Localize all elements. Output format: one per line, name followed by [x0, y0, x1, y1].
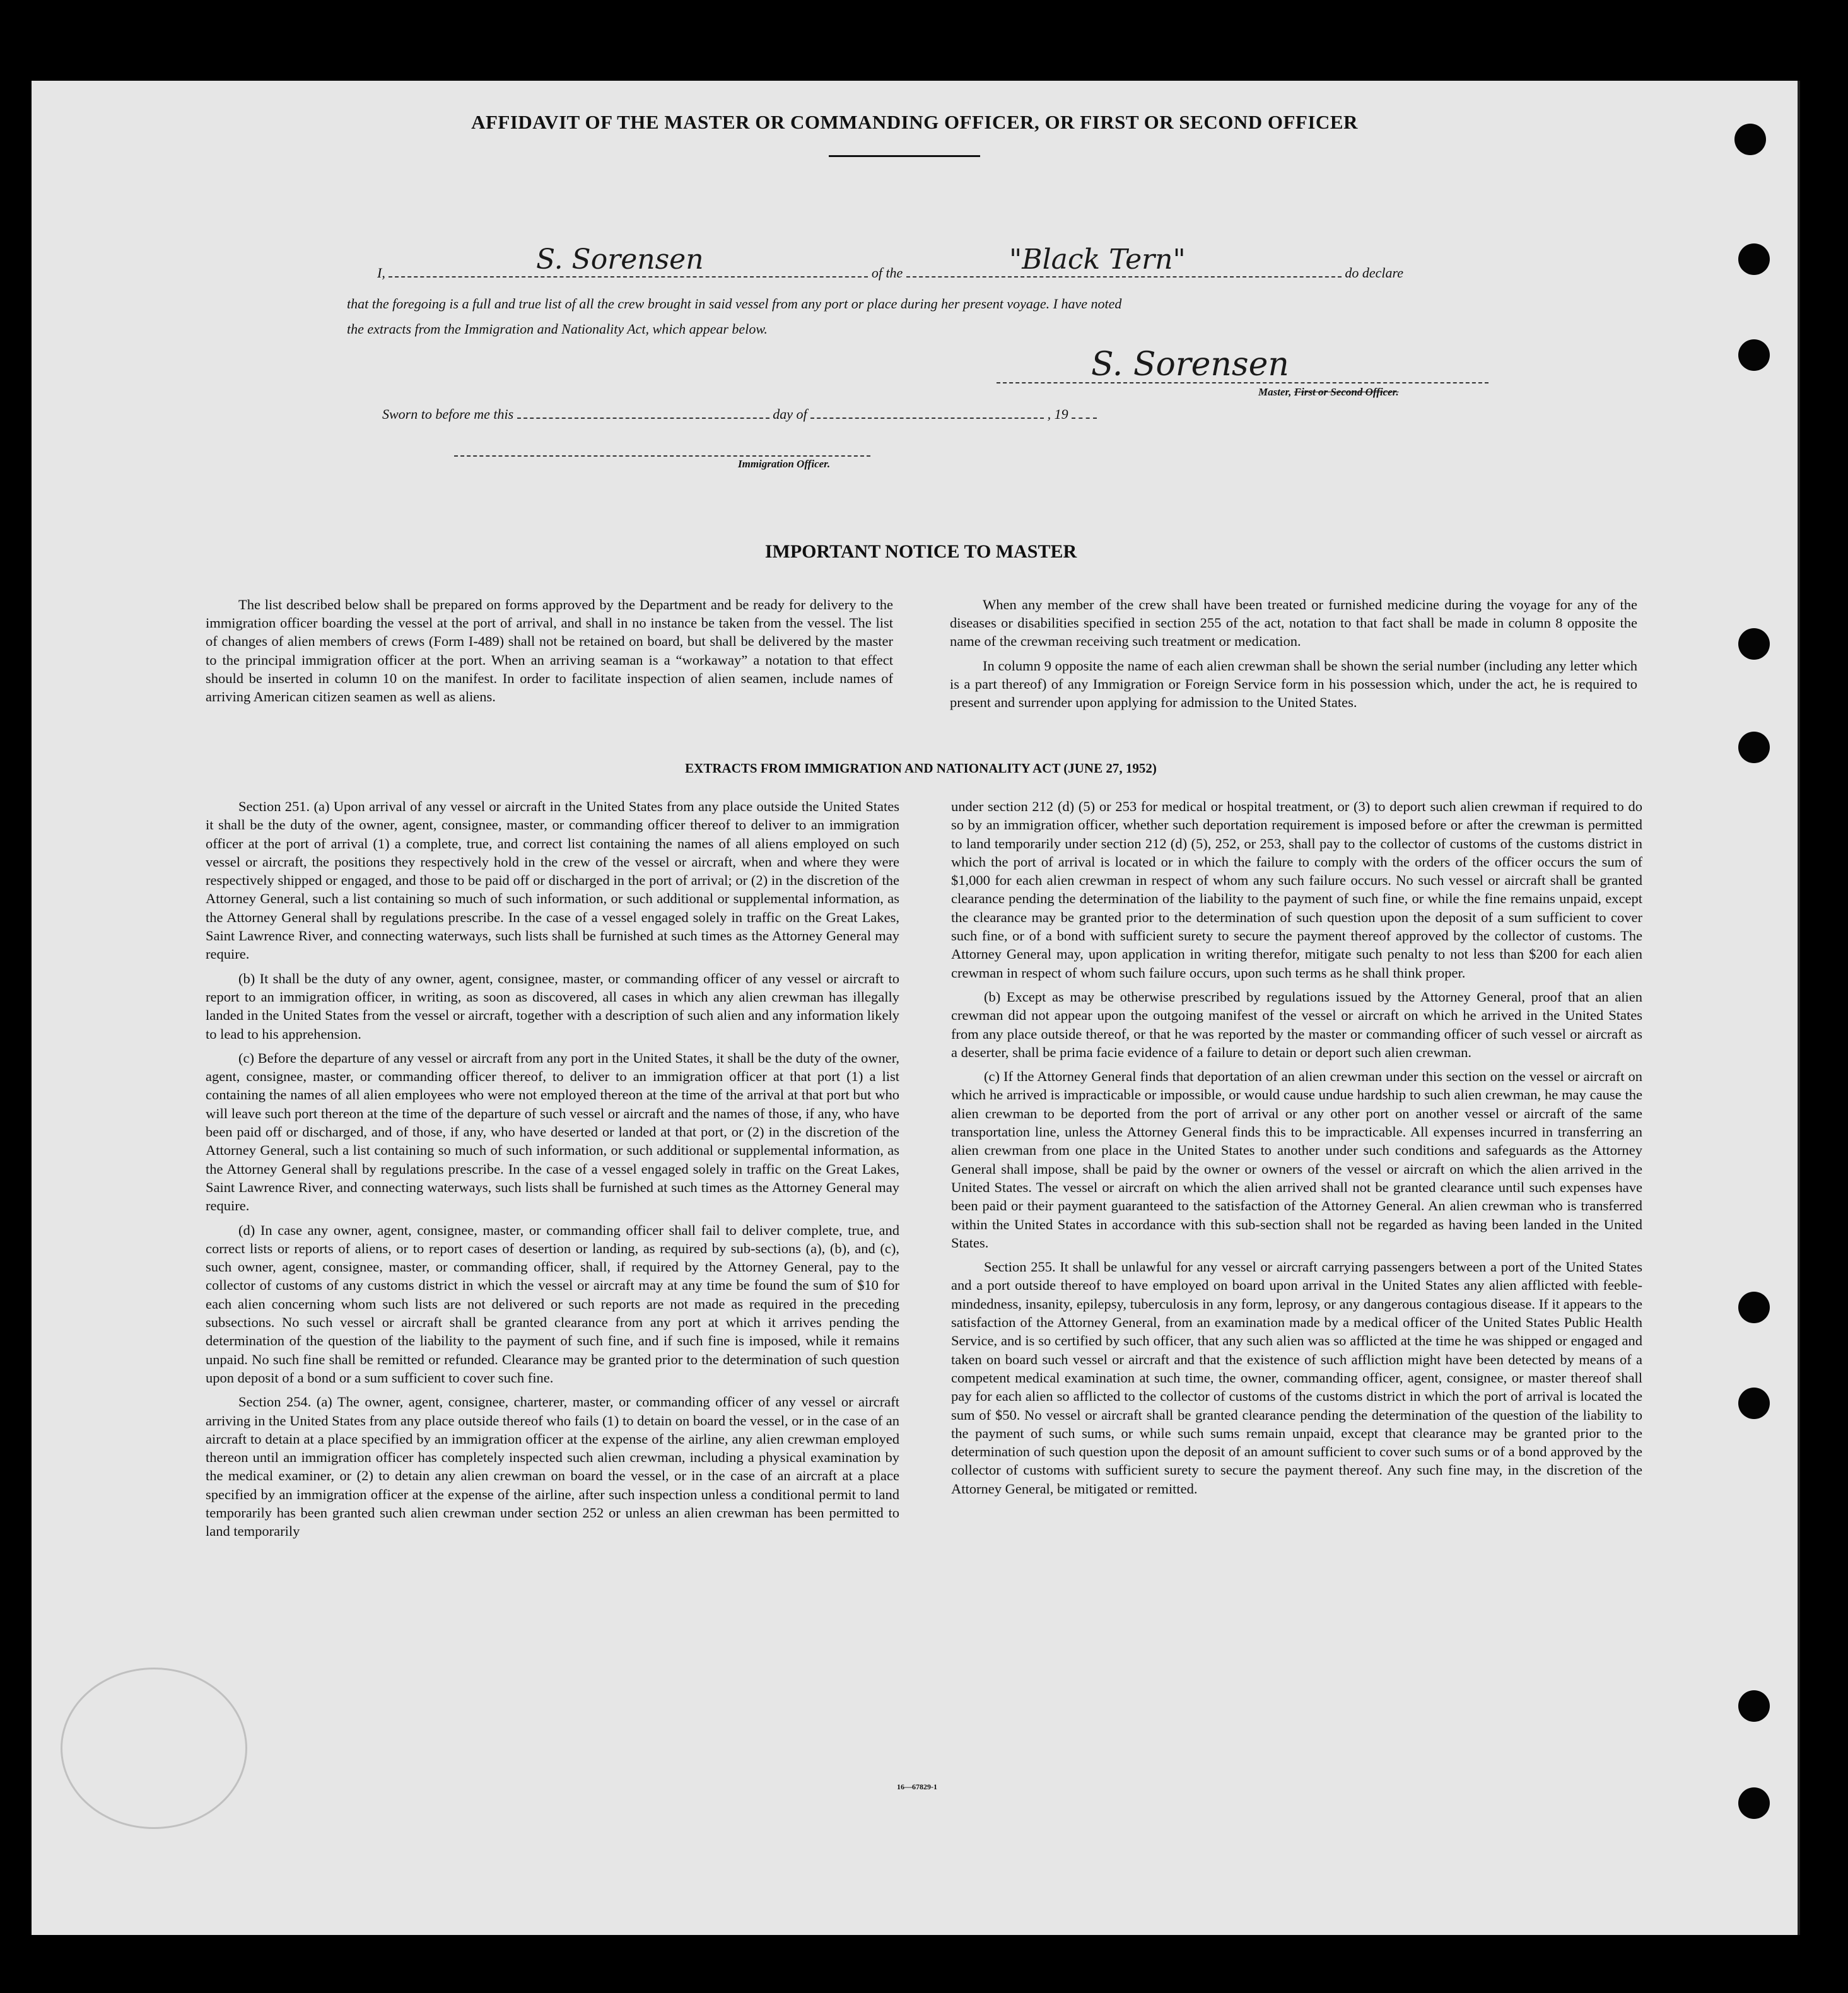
extracts-right-column — [951, 797, 1642, 1504]
declaration-text-line2: the extracts from the Immigration and Nationality Act, which appear below. — [347, 321, 768, 337]
signer-title-master: Master, — [1258, 386, 1292, 398]
binder-hole-6 — [1738, 1292, 1770, 1323]
of-the-label: of the — [871, 265, 903, 281]
extract-left-paragraph-2: (b) It shall be the duty of any owner, agent, consignee, master, or commanding officer of any vessel or aircraft to report to an immigration officer, in writing, as soon as discovered, all cases in which any alien crewman has illegally landed in the United States from the vessel or aircraft, together with a description of such alien and any information likely to lead to his apprehension. — [206, 970, 899, 1042]
extract-right-paragraph-2: (b) Except as may be otherwise prescribed by regulations issued by the Attorney General, proof that an alien crewman did not appear upon the outgoing manifest of the vessel or aircraft on which he arrived in the United States from any place outside thereof, or that he was reported by the master or commanding officer of such vessel or aircraft as a deserter, shall be prima facie evidence of a failure to detain or deport such alien crewman. — [951, 988, 1642, 1060]
binder-hole-2 — [1738, 243, 1770, 275]
extracts-left-column — [206, 797, 899, 1546]
declaration-name-row — [377, 265, 1403, 281]
master-name-handwriting: S. Sorensen — [536, 243, 704, 276]
notice-title: IMPORTANT NOTICE TO MASTER — [764, 541, 1077, 562]
vessel-name-handwriting: "Black Tern" — [1009, 243, 1186, 276]
signer-title-struck: First or Second Officer. — [1294, 386, 1399, 398]
extract-left-paragraph-3: (c) Before the departure of any vessel or aircraft from any port in the United States, it shall be the duty of the owner, agent, consignee, master, or commanding officer thereof, to deliver to an immigration officer at that port (1) a list containing the names of all alien employees who were not employed thereon at the time of the arrival at that port but who will leave such port thereon at the time of the departure of such vessel or aircraft and the names of those, if any, who have been paid off or discharged, and of those, if any, who have deserted or landed at that port, or (2) in the discretion of the Attorney General, such a list containing so much of such information, or such additional or supplemental information, as the Attorney General shall by regulations prescribe. In the case of a vessel engaged solely in traffic on the Great Lakes, Saint Lawrence River, and connecting waterways, such lists shall be furnished at such times as the Attorney General may require. — [206, 1049, 899, 1214]
form-code: 16—67829-1 — [897, 1782, 937, 1791]
binder-hole-4 — [1738, 628, 1770, 660]
i-label: I, — [377, 265, 385, 281]
extract-left-paragraph-1: Section 251. (a) Upon arrival of any vessel or aircraft in the United States from any place outside the United States it shall be the duty of the owner, agent, consignee, master, or commanding officer thereof to deliver to an immigration officer at the port of arrival (1) a complete, true, and correct list containing the names of all aliens employed on such vessel or aircraft, the positions they respectively hold in the crew of the vessel or aircraft, when and where they were respectively shipped or engaged, and those to be paid off or discharged in the port of arrival; or (2) in the discretion of the Attorney General, such a list containing so much of such information, or such additional or supplemental information, as the Attorney General shall by regulations prescribe. In the case of a vessel engaged solely in traffic on the Great Lakes, Saint Lawrence River, and connecting waterways, such lists shall be furnished at such times as the Attorney General may require. — [206, 798, 899, 962]
do-declare-label: do declare — [1345, 265, 1403, 281]
faint-stamp — [61, 1668, 247, 1829]
master-signature: S. Sorensen — [1091, 346, 1289, 383]
notice-left-column — [206, 595, 893, 711]
title-rule — [829, 155, 980, 157]
year-prefix: , 19 — [1047, 406, 1068, 422]
binder-hole-3 — [1738, 339, 1770, 371]
immigration-officer-line — [454, 444, 870, 457]
sworn-year-field — [1072, 406, 1097, 419]
extract-right-paragraph-3: (c) If the Attorney General finds that deportation of an alien crewman under this section on the vessel or aircraft on which he arrived is impracticable or impossible, or would cause undue hardship to such alien crewman, he may cause the alien crewman to be deported from the port of arrival or any other port on another vessel or aircraft of the same transportation line, unless the Attorney General finds this to be impracticable. All expenses incurred in transferring an alien crewman from one place in the United States to another under such conditions and safeguards as the Attorney General shall impose, shall be paid by the owner or owners of the vessel or aircraft on which the alien arrived in the United States. The vessel or aircraft on which the alien arrived shall not be granted clearance until such expenses have been paid or their payment guaranteed to the satisfaction of the Attorney General. An alien crewman who is transferred within the United States in accordance with this sub-section shall not be regarded as having been landed in the United States. — [951, 1068, 1642, 1251]
extract-right-paragraph-1: under section 212 (d) (5) or 253 for medical or hospital treatment, or (3) to deport such alien crewman if required to do so by an immigration officer, whether such deportation requirement is imposed before or after the crewman is permitted to land temporarily under section 212 (d) (5), 252, or 253, shall pay to the collector of customs of the customs district in which the port of arrival is located or in which the failure to comply with the orders of the officer occurs the sum of $1,000 for each alien crewman in respect of whom any such failure occurs. No such vessel or aircraft shall be granted clearance pending the determination of the liability to the payment of such fine, or while the fine remains unpaid, except the clearance may be granted prior to the determination of such question upon the deposit of a sum sufficient to cover such fine, or of a bond with sufficient surety to secure the payment thereof approved by the collector of customs. The Attorney General may, upon application in writing therefor, mitigate such penalty to not less than $200 for each alien crewman in respect of whom such failure occurs, upon such terms as he shall think proper. — [951, 798, 1642, 981]
notice-right-paragraph-2: In column 9 opposite the name of each alien crewman shall be shown the serial number (including any letter which is a part thereof) of any Immigration or Foreign Service form in his possession which, under the act, he is required to present and surrender upon applying for admission to the United States. — [950, 657, 1637, 711]
binder-hole-8 — [1738, 1690, 1770, 1722]
notice-left-paragraph: The list described below shall be prepared on forms approved by the Department and be ready for delivery to the immigration officer boarding the vessel at the port of arrival, and shall in no instance be taken from the vessel. The list of changes of alien members of crews (Form I-489) shall not be retained on board, but shall be delivered by the master to the principal immigration officer at the port. When an arriving seaman is a “workaway” a notation to that effect should be inserted in column 10 on the manifest. In order to facilitate inspection of alien seamen, include names of arriving American citizen seamen as well as aliens. — [206, 597, 893, 705]
notice-right-column — [950, 595, 1637, 717]
binder-hole-5 — [1738, 732, 1770, 763]
notice-right-paragraph-1: When any member of the crew shall have been treated or furnished medicine during the voyage for any of the diseases or disabilities specified in section 255 of the act, notation to that fact shall be made in column 8 opposite the name of the crewman receiving such treatment or medication. — [950, 597, 1637, 650]
declaration-text-line1: that the foregoing is a full and true list of all the crew brought in said vessel from any port or place during her present voyage. I have noted — [347, 296, 1122, 312]
extract-left-paragraph-4: (d) In case any owner, agent, consignee, master, or commanding officer shall fail to deliver complete, true, and correct lists or reports of aliens, or to report cases of desertion or landing, as required by sub-sections (a), (b), and (c), such owner, agent, consignee, master, or commanding officer, shall, if required by the Attorney General, pay to the collector of customs of any customs district in which the vessel or aircraft may at any time be found the sum of $10 for each alien concerning whom such lists are not delivered or such reports are not made as required in the preceding subsections. No such vessel or aircraft shall be granted clearance from any port at which it arrives pending the determination of the question of the liability to the payment of such fine, and if such fine is imposed, while it remains unpaid. No such fine shall be remitted or refunded. Clearance may be granted prior to the determination of such question upon deposit of a bond or a sum sufficient to cover such fine. — [206, 1222, 899, 1386]
binder-hole-1 — [1734, 124, 1766, 155]
sworn-label: Sworn to before me this — [382, 406, 514, 422]
day-of-label: day of — [773, 406, 807, 422]
extract-left-paragraph-5: Section 254. (a) The owner, agent, consignee, charterer, master, or commanding officer of any vessel or aircraft arriving in the United States from any place outside thereof who fails (1) to detain on board the vessel, or in the case of an aircraft to detain at a place specified by an immigration officer at the expense of the airline, any alien crewman employed thereon until an immigration officer has completely inspected such alien crewman, including a physical examination by the medical examiner, or (2) to detain any alien crewman on board the vessel, or in the case of an aircraft at a place specified by an immigration officer at the expense of the airline, after such inspection unless a conditional permit to land temporarily has been granted such alien crewman under section 252 or unless an alien crewman has been permitted to land temporarily — [206, 1394, 899, 1540]
sworn-row — [382, 406, 1097, 423]
immigration-officer-label: Immigration Officer. — [738, 458, 831, 470]
signature-line — [997, 371, 1488, 383]
sworn-day-field — [517, 406, 769, 419]
extract-right-paragraph-4: Section 255. It shall be unlawful for any vessel or aircraft carrying passengers between a port of the United States and a port outside thereof to have employed on board upon arrival in the United States any alien afflicted with feeble-mindedness, insanity, epilepsy, tuberculosis in any form, leprosy, or any dangerous contagious disease. If it appears to the satisfaction of the Attorney General, from an examination made by a medical officer of the United States Public Health Service, and is so certified by such officer, that any such alien was so afflicted at the time he was shipped or engaged and taken on board such vessel or aircraft and that the existence of such affliction might have been detected by means of a competent medical examination at such time, the owner, commanding officer, agent, consignee, or master thereof shall pay for each alien so afflicted to the collector of customs of the customs district in which the port of arrival is located the sum of $50. No vessel or aircraft shall be granted clearance pending the determination of the question of the liability to the payment of such sums, or while such sums remain unpaid, except that clearance may be granted prior to the determination of such question upon the deposit of an amount sufficient to cover such sums or of a bond approved by the collector of customs with sufficient surety to secure the payment thereof. Any such fine may, in the discretion of the Attorney General, be mitigated or remitted. — [951, 1259, 1642, 1497]
binder-hole-7 — [1738, 1388, 1770, 1419]
binder-hole-9 — [1738, 1787, 1770, 1819]
signer-title — [1258, 386, 1399, 399]
sworn-month-field — [810, 406, 1044, 419]
extracts-title: EXTRACTS FROM IMMIGRATION AND NATIONALITY ACT (JUNE 27, 1952) — [685, 761, 1157, 776]
affidavit-title: AFFIDAVIT OF THE MASTER OR COMMANDING OFFICER, OR FIRST OR SECOND OFFICER — [471, 111, 1358, 133]
